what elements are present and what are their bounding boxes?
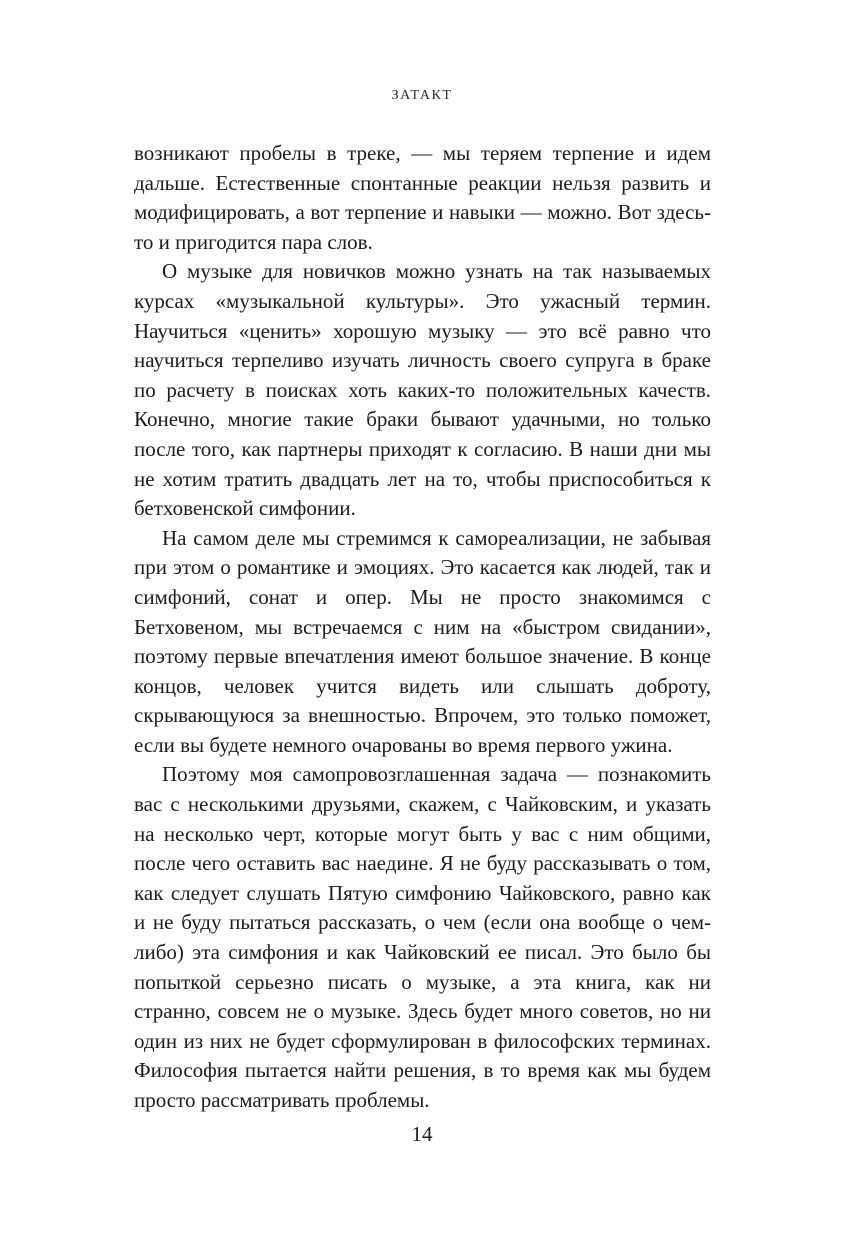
running-head: ЗАТАКТ xyxy=(391,88,453,103)
body-text xyxy=(134,139,711,1116)
paragraph: На самом деле мы стремимся к самореализации, не забывая при этом о романтике и эмоциях. Это касается как людей, так и симфоний, сонат и опер. Мы не просто знакомимся с Бетховеном, мы встречаемся с ним на «быстром свидании», поэтому первые впечатления имеют большое значение. В конце концов, человек учится видеть или слышать доброту, скрывающуюся за внешностью. Впрочем, это только поможет, если вы будете немного очарованы во время первого ужина. xyxy=(134,525,711,757)
paragraph: О музыке для новичков можно узнать на так называемых курсах «музыкальной культуры». Это ужасный термин. Научиться «ценить» хорошую музыку — это всё равно что научиться терпеливо изучать личность своего супруга в браке по расчету в поисках хоть каких-то положительных качеств. Конечно, многие такие браки бывают удачными, но только после того, как партнеры приходят к согласию. В наши дни мы не хотим тратить двадцать лет на то, чтобы приспособиться к бетховенской симфонии. xyxy=(134,259,711,521)
paragraph-continued: возникают пробелы в треке, — мы теряем терпение и идем дальше. Естественные спонтанные реакции нельзя развить и модифицировать, а вот терпение и навыки — можно. Вот здесь-то и пригодится пара слов. xyxy=(134,141,711,254)
paragraph: Поэтому моя самопровозглашенная задача — познакомить вас с несколькими друзьями, скажем, с Чайковским, и указать на несколько черт, которые могут быть у вас с ним общими, после чего оставить вас наедине. Я не буду рассказывать о том, как следует слушать Пятую симфонию Чайковского, равно как и не буду пытаться рассказать, о чем (если она вообще о чем-либо) эта симфония и как Чайковский ее писал. Это было бы попыткой серьезно писать о музыке, а эта книга, как ни странно, совсем не о музыке. Здесь будет много советов, но ни один из них не будет сформулирован в философских терминах. Философия пытается найти решения, в то время как мы будем просто рассматривать проблемы. xyxy=(134,762,711,1112)
page-number: 14 xyxy=(411,1122,433,1146)
